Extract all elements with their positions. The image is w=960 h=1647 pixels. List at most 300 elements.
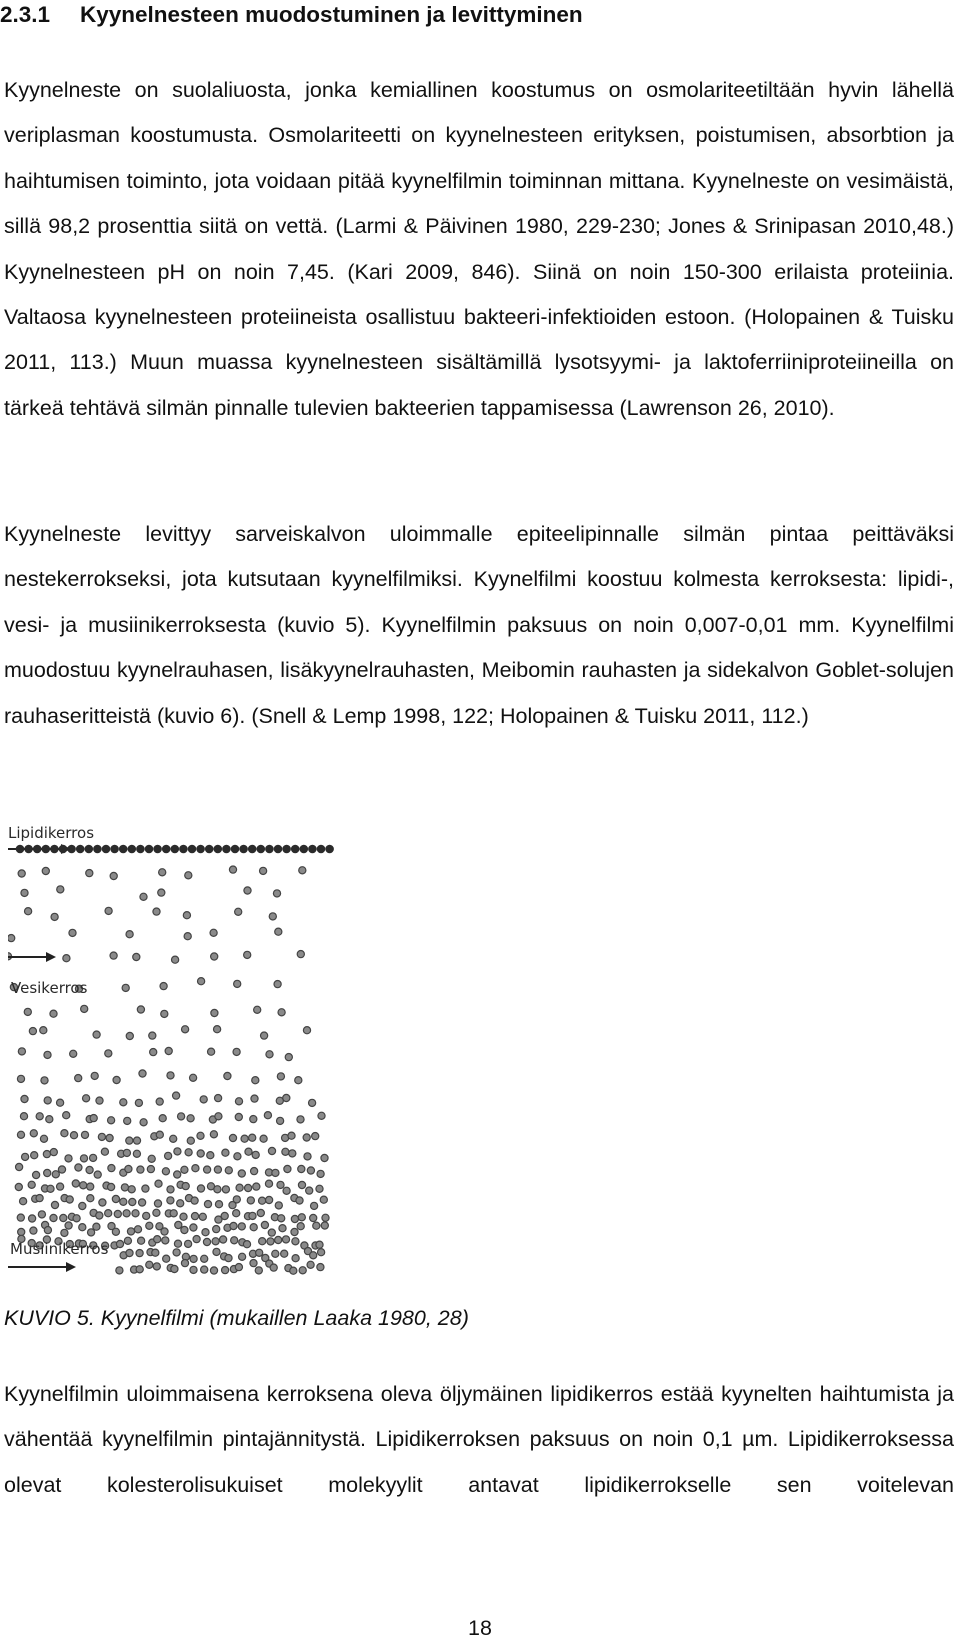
molecule-dot [171,1265,178,1272]
molecule-dot [33,1171,40,1178]
molecule-dot [197,1132,204,1139]
molecule-dot [253,1183,260,1190]
molecule-dot [173,1249,180,1256]
molecule-dot [317,1264,324,1271]
molecule-dot [197,1150,204,1157]
lipid-layer-label: Lipidikerros [8,824,95,842]
lipid-dot [282,845,291,854]
molecule-dot [272,1250,279,1257]
molecule-dot [307,1167,314,1174]
molecule-dot [249,1212,256,1219]
molecule-dot [52,1171,59,1178]
molecule-dot [229,1134,236,1141]
molecule-dot [172,956,179,963]
molecule-dot [309,1099,316,1106]
molecule-dot [318,1249,325,1256]
molecule-dot [75,1164,82,1171]
molecule-dot [8,935,15,942]
molecule-dot [279,1225,286,1232]
molecule-dot [273,890,280,897]
molecule-dot [153,1263,160,1270]
molecule-dot [264,1112,271,1119]
molecule-dot [18,1228,25,1235]
water-arrow-head [46,952,56,962]
molecule-dot [235,908,242,915]
molecule-dot [110,952,117,959]
molecule-dot [261,1032,268,1039]
molecule-dot [269,913,276,920]
molecule-dot [81,1131,88,1138]
molecule-dot [318,1112,325,1119]
molecule-dot [137,1166,144,1173]
molecule-dot [41,1077,48,1084]
molecule-dot [190,1266,197,1273]
molecule-dot [75,1075,82,1082]
molecule-dot [162,1168,169,1175]
molecule-dot [310,1214,317,1221]
lipid-dot [33,845,42,854]
molecule-dot [21,1095,28,1102]
molecule-dot [20,1198,27,1205]
molecule-dot [96,1212,103,1219]
molecule-dot [275,1202,282,1209]
molecule-dot [50,1149,57,1156]
molecule-dot [136,1266,143,1273]
molecule-dot [191,1197,198,1204]
molecule-dot [165,1047,172,1054]
molecule-dot [158,889,165,896]
molecule-dot [162,1237,169,1244]
molecule-dot [51,913,58,920]
molecule-dot [50,1214,57,1221]
molecule-dot [61,1130,68,1137]
molecule-dot [298,1181,305,1188]
molecule-dot [20,1113,27,1120]
molecule-dot [87,1195,94,1202]
molecule-dot [268,1147,275,1154]
molecule-dot [17,1075,24,1082]
molecule-dot [203,1238,210,1245]
molecule-dot [321,1154,328,1161]
lipid-dot [67,845,76,854]
molecule-dot [210,1267,217,1274]
lipid-dot [136,845,145,854]
molecule-dot [201,1255,208,1262]
molecule-dot [44,1097,51,1104]
lipid-dot [257,845,266,854]
molecule-dot [116,1267,123,1274]
molecule-dot [180,1213,187,1220]
molecule-dot [42,867,49,874]
molecule-dot [108,1183,115,1190]
molecule-dot [296,1197,303,1204]
molecule-dot [259,1238,266,1245]
molecule-dot [274,981,281,988]
molecule-dot [51,1201,58,1208]
molecule-dot [190,1074,197,1081]
molecule-dot [210,1131,217,1138]
molecule-dot [142,1185,149,1192]
lipid-dot [325,845,334,854]
molecule-dot [297,1116,304,1123]
molecule-dot [148,1155,155,1162]
molecule-dot [167,1072,174,1079]
molecule-dot [183,912,190,919]
molecule-dot [154,1236,161,1243]
molecule-dot [178,1113,185,1120]
molecule-dot [187,1115,194,1122]
lipid-dot [119,845,128,854]
molecule-dot [289,1150,296,1157]
molecule-dot [312,1133,319,1140]
molecule-dot [215,1201,222,1208]
molecule-dot [177,1200,184,1207]
molecule-dot [224,1072,231,1079]
molecule-dot [159,1115,166,1122]
paragraph-3: Kyynelfilmin uloimmaisena kerroksena oleva öljymäinen lipidikerros estää kyynelten haihtumista ja vähentää kyynelfilmin pintajännitystä. Lipidikerroksen paksuus on noin 0,1 µm. Lipidikerroksessa olevat kolesterolisukuiset molekyylit antavat lipidikerrokselle sen voitelevan [4,1382,954,1497]
molecule-dot [231,1237,238,1244]
molecule-dot [213,1248,220,1255]
molecule-dot [93,1031,100,1038]
molecule-dot [124,1117,131,1124]
molecule-dot [211,1009,218,1016]
molecule-dot [210,929,217,936]
molecule-dot [132,1210,139,1217]
molecule-dot [303,1027,310,1034]
molecule-dot [174,1148,181,1155]
lipid-dot [300,845,309,854]
molecule-dot [182,1026,189,1033]
molecule-dot [192,1165,199,1172]
molecule-dot [250,1224,257,1231]
lipid-dot [162,845,171,854]
molecule-dot [65,1222,72,1229]
molecule-dot [134,1226,141,1233]
molecule-dot [277,1181,284,1188]
lipid-dot [248,845,257,854]
molecule-dot [265,1180,272,1187]
molecule-dot [291,1228,298,1235]
molecule-dot [288,1132,295,1139]
molecule-dot [234,1153,241,1160]
molecule-dot [150,1049,157,1056]
molecule-dot [202,1229,209,1236]
molecule-dot [225,1255,232,1262]
molecule-dot [298,1214,305,1221]
molecule-dot [174,1240,181,1247]
molecule-dot [40,1027,47,1034]
molecule-dot [161,1228,168,1235]
lipid-dot [16,845,25,854]
molecule-dot [40,1135,47,1142]
molecule-dot [28,1181,35,1188]
lipid-dot [291,845,300,854]
molecule-dot [241,1135,248,1142]
molecule-dot [17,1131,24,1138]
molecule-dot [233,1196,240,1203]
molecule-dot [266,1051,273,1058]
molecule-dot [139,1199,146,1206]
molecule-dot [256,1249,263,1256]
molecule-dot [163,1255,170,1262]
lipid-dot [231,845,240,854]
molecule-dot [70,1132,77,1139]
molecule-dot [126,1032,133,1039]
molecule-dot [199,1213,206,1220]
molecule-dot [25,908,32,915]
molecule-dot [110,872,117,879]
molecule-dot [137,1006,144,1013]
molecule-dot [260,1135,267,1142]
paragraph-1: Kyynelneste on suolaliuosta, jonka kemiallinen koostumus on osmolariteetiltään hyvin lähellä veriplasman koostumusta. Osmolariteetti on kyynelnesteen erityksen, poistumisen, absorbtion ja haihtumisen toiminto, jota voidaan pitää kyynelfilmin toiminnan mittana. Kyynelneste on vesimäistä, sillä 98,2 prosenttia siitä on vettä. (Larmi & Päivinen 1980, 229-230; Jones & Srinipasan 2010,48.) Kyynelnesteen pH on noin 7,45. (Kari 2009, 846). Siinä on noin 150-300 erilaista proteiinia. Valtaosa kyynelnesteen proteiineista osallistuu bakteeri-infektioiden estoon. (Holopainen & Tuisku 2011, 113.) Muun muassa kyynelnesteen sisältämillä lysotsyymi- ja laktoferriiniproteiineilla on tärkeä tehtävä silmän pinnalle tulevien bakteerien tappamisessa (Lawrenson 26, 2010). [4,78,954,420]
molecule-dot [239,1253,246,1260]
lipid-dot [59,845,68,854]
molecule-dot [112,1195,119,1202]
molecule-dot [250,1260,257,1267]
molecule-dot [90,1154,97,1161]
molecule-dot [73,1215,80,1222]
molecule-dot [58,1166,65,1173]
molecule-dot [213,1226,220,1233]
lipid-dot [102,845,111,854]
molecule-dot [140,1119,147,1126]
molecule-dot [281,1250,288,1257]
molecule-dot [160,983,167,990]
molecule-dot [156,1098,163,1105]
molecule-dot [291,1215,298,1222]
molecule-dot [66,1196,73,1203]
molecule-dot [317,1170,324,1177]
molecule-dot [81,1005,88,1012]
lipid-dot [214,845,223,854]
lipid-dot [128,845,137,854]
molecule-dot [105,1210,112,1217]
molecule-dot [57,1099,64,1106]
molecule-dot [267,1238,274,1245]
molecule-dot [57,1183,64,1190]
molecule-dot [284,1165,291,1172]
molecule-dot [128,1186,135,1193]
molecule-dot [86,1166,93,1173]
molecule-dot [170,1210,177,1217]
molecule-dot [292,1238,299,1245]
molecule-dot [122,984,129,991]
molecule-dot [181,1226,188,1233]
molecule-dot [96,1097,103,1104]
molecule-dot [18,870,25,877]
lipid-dot [205,845,214,854]
molecule-dot [87,1183,94,1190]
molecule-dot [322,1214,329,1221]
molecule-dot [233,1048,240,1055]
molecule-dot [29,1215,36,1222]
molecule-dot [108,1165,115,1172]
molecule-dot [98,1133,105,1140]
tear-film-figure [8,815,348,1281]
molecule-dot [282,1148,289,1155]
molecule-dot [146,1222,153,1229]
molecule-dot [175,1221,182,1228]
molecule-dot [57,886,64,893]
molecule-dot [207,1152,214,1159]
molecule-dot [156,1131,163,1138]
molecule-dot [159,869,166,876]
molecule-dot [126,931,133,938]
molecule-dot [277,1073,284,1080]
molecule-dot [124,1237,131,1244]
molecule-dot [255,1267,262,1274]
molecule-dot [88,1229,95,1236]
molecule-dot [230,1222,237,1229]
molecule-dot [320,1196,327,1203]
molecule-dot [121,1184,128,1191]
molecule-dot [43,1151,50,1158]
lipid-dot [222,845,231,854]
molecule-dot [174,1171,181,1178]
molecule-dot [44,1227,51,1234]
molecule-dot [136,1250,143,1257]
molecule-dot [270,1264,277,1271]
molecule-dot [235,1113,242,1120]
molecule-dot [113,1076,120,1083]
molecule-dot [275,928,282,935]
molecule-dot [259,1197,266,1204]
molecule-dot [222,1149,229,1156]
molecule-dot [190,1255,197,1262]
molecule-dot [316,1241,323,1248]
molecule-dot [30,1227,37,1234]
molecule-dot [297,1223,304,1230]
molecule-dot [277,1117,284,1124]
molecule-dot [15,1183,22,1190]
molecule-dot [193,1236,200,1243]
water-layer-label: Vesikerros [11,979,88,997]
molecule-dot [187,1137,194,1144]
molecule-dot [229,866,236,873]
molecule-dot [247,1197,254,1204]
molecule-dot [155,1180,162,1187]
molecule-dot [198,978,205,985]
lipid-dot [50,845,59,854]
molecule-dot [153,908,160,915]
molecule-dot [63,1112,70,1119]
molecule-dot [17,1214,24,1221]
molecule-dot [31,1152,38,1159]
molecule-dot [234,980,241,987]
molecule-dot [47,1185,54,1192]
molecule-dot [46,1116,53,1123]
mucin-layer-label: Musiinikerros [10,1240,109,1258]
molecule-dot [310,1252,317,1259]
lipid-dot [317,845,326,854]
section-number: 2.3.1 [0,2,51,27]
molecule-dot [181,1260,188,1267]
molecule-dot [285,1054,292,1061]
molecule-dot [220,1236,227,1243]
molecule-dot [211,953,218,960]
molecule-dot [214,1166,221,1173]
molecule-dot [125,1165,132,1172]
molecule-dot [80,1155,87,1162]
paragraph-2: Kyynelneste levittyy sarveiskalvon uloimmalle epiteelipinnalle silmän pintaa peittäväksi nestekerrokseksi, jota kutsutaan kyynelfilmiksi. Kyynelfilmi koostuu kolmesta kerroksesta: lipidi-, vesi- ja musiinikerroksesta (kuvio 5). Kyynelfilmin paksuus on noin 0,007-0,01 mm. Kyynelfilmi muodostuu kyynelrauhasen, lisäkyynelrauhasten, Meibomin rauhasten ja sidekalvon Goblet-solujen rauhaseritteistä (kuvio 6). (Snell & Lemp 1998, 122; Holopainen & Tuisku 2011, 112.) [4,522,954,728]
molecule-dot [251,1095,258,1102]
molecule-dot [245,1184,252,1191]
molecule-dot [140,893,147,900]
molecule-dot [214,1026,221,1033]
lipid-dot [196,845,205,854]
lipid-dot [274,845,283,854]
molecule-dot [30,1130,37,1137]
molecule-dot [72,1180,79,1187]
molecule-dot [278,1009,285,1016]
molecule-dot [36,1113,43,1120]
molecule-dot [299,1267,306,1274]
page-number: 18 [468,1616,492,1640]
molecule-dot [21,889,28,896]
molecule-dot [290,1267,297,1274]
molecule-dot [244,951,251,958]
molecule-dot [116,1240,123,1247]
molecule-dot [190,1224,197,1231]
molecule-dot [208,1048,215,1055]
molecule-dot [60,1214,67,1221]
lipid-dot [171,845,180,854]
molecule-dot [91,1072,98,1079]
molecule-dot [225,1167,232,1174]
molecule-dot [235,1264,242,1271]
molecule-dot [79,1202,86,1209]
molecule-dot [105,1050,112,1057]
molecule-dot [138,1237,145,1244]
molecule-dot [292,1255,299,1262]
lipid-dot [179,845,188,854]
molecule-dot [204,1201,211,1208]
molecule-dot [238,1223,245,1230]
molecule-dot [278,1215,285,1222]
molecule-dot [215,1095,222,1102]
molecule-dot [313,1222,320,1229]
molecule-dot [86,870,93,877]
molecule-dot [303,1134,310,1141]
molecule-dot [16,1163,23,1170]
molecule-dot [154,1200,161,1207]
molecule-dot [295,1077,302,1084]
molecule-dot [306,1187,313,1194]
molecule-dot [44,1051,51,1058]
lipid-dot [76,845,85,854]
molecule-dot [133,1137,140,1144]
molecule-dot [299,867,306,874]
molecule-dot [133,1150,140,1157]
molecule-dot [236,1184,243,1191]
molecule-dot [94,1171,101,1178]
molecule-dot [44,1169,51,1176]
tear-film-diagram [8,815,348,1281]
molecule-dot [200,1096,207,1103]
molecule-dot [233,1210,240,1217]
lipid-dot [188,845,197,854]
molecule-dot [38,1211,45,1218]
molecule-dot [24,1008,31,1015]
molecule-dot [108,1117,115,1124]
molecule-dot [93,1223,100,1230]
molecule-dot [99,1199,106,1206]
molecule-dot [161,1010,168,1017]
molecule-dot [212,1238,219,1245]
molecule-dot [197,1185,204,1192]
molecule-dot [238,1170,245,1177]
molecule-dot [167,1197,174,1204]
